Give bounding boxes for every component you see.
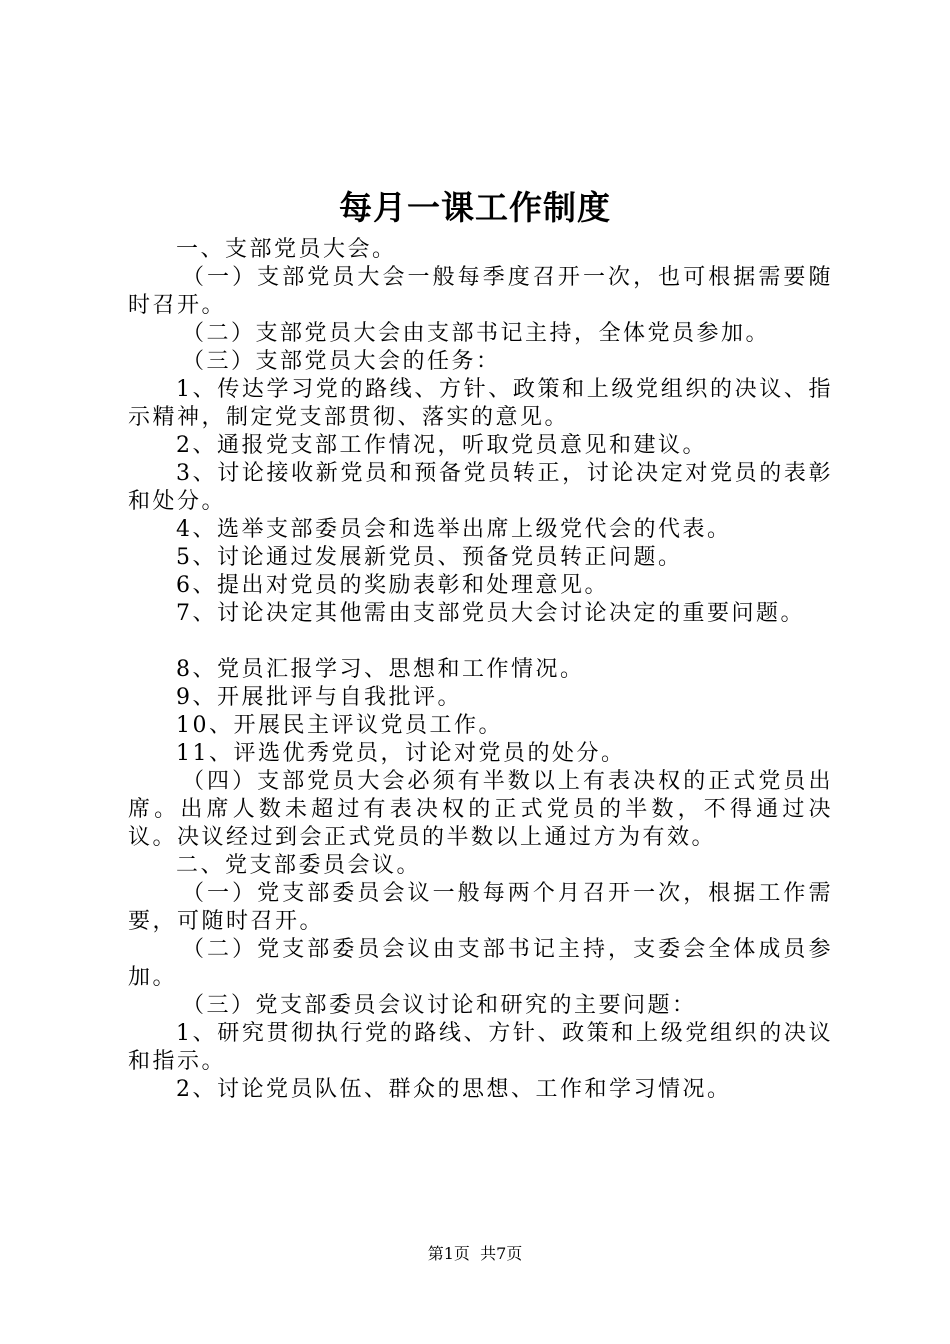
paragraph: 6、提出对党员的奖励表彰和处理意见。 xyxy=(176,573,609,598)
paragraph: （三）支部党员大会的任务： xyxy=(182,349,501,374)
paragraph: （一）党支部委员会议一般每两个月召开一次，根据工作需要，可随时召开。 xyxy=(128,881,833,934)
paragraph: （四）支部党员大会必须有半数以上有表决权的正式党员出席。出席人数未超过有表决权的正式党员的半数，不得通过决议。决议经过到会正式党员的半数以上通过方为有效。 xyxy=(128,769,833,850)
paragraph: 4、选举支部委员会和选举出席上级党代会的代表。 xyxy=(176,517,732,542)
blank-line xyxy=(128,628,833,656)
paragraph: 3、讨论接收新党员和预备党员转正，讨论决定对党员的表彰和处分。 xyxy=(128,461,833,514)
paragraph: 1、研究贯彻执行党的路线、方针、政策和上级党组织的决议和指示。 xyxy=(128,1021,833,1074)
page-number: 第1页 xyxy=(427,1244,470,1263)
paragraph: （三）党支部委员会议讨论和研究的主要问题： xyxy=(182,993,697,1018)
paragraph: 5、讨论通过发展新党员、预备党员转正问题。 xyxy=(176,545,683,570)
document-body xyxy=(128,236,833,1104)
paragraph: （二）党支部委员会议由支部书记主持，支委会全体成员参加。 xyxy=(128,937,833,990)
paragraph: 二、党支部委员会议。 xyxy=(176,853,422,878)
paragraph: （二）支部党员大会由支部书记主持，全体党员参加。 xyxy=(182,321,771,346)
paragraph: 7、讨论决定其他需由支部党员大会讨论决定的重要问题。 xyxy=(176,601,805,626)
paragraph: 一、支部党员大会。 xyxy=(176,237,397,262)
paragraph: 2、通报党支部工作情况，听取党员意见和建议。 xyxy=(176,433,707,458)
paragraph: 11、评选优秀党员，讨论对党员的处分。 xyxy=(176,741,626,766)
paragraph: 1、传达学习党的路线、方针、政策和上级党组织的决议、指示精神，制定党支部贯彻、落实的意见。 xyxy=(128,377,833,430)
paragraph: （一）支部党员大会一般每季度召开一次，也可根据需要随时召开。 xyxy=(128,265,833,318)
document-title: 每月一课工作制度 xyxy=(339,188,611,227)
paragraph: 10、开展民主评议党员工作。 xyxy=(176,713,503,738)
page-total: 共7页 xyxy=(480,1244,523,1263)
paragraph: 2、讨论党员队伍、群众的思想、工作和学习情况。 xyxy=(176,1077,732,1102)
paragraph: 8、党员汇报学习、思想和工作情况。 xyxy=(176,657,585,682)
paragraph: 9、开展批评与自我批评。 xyxy=(176,685,462,710)
page-footer xyxy=(0,1242,950,1266)
